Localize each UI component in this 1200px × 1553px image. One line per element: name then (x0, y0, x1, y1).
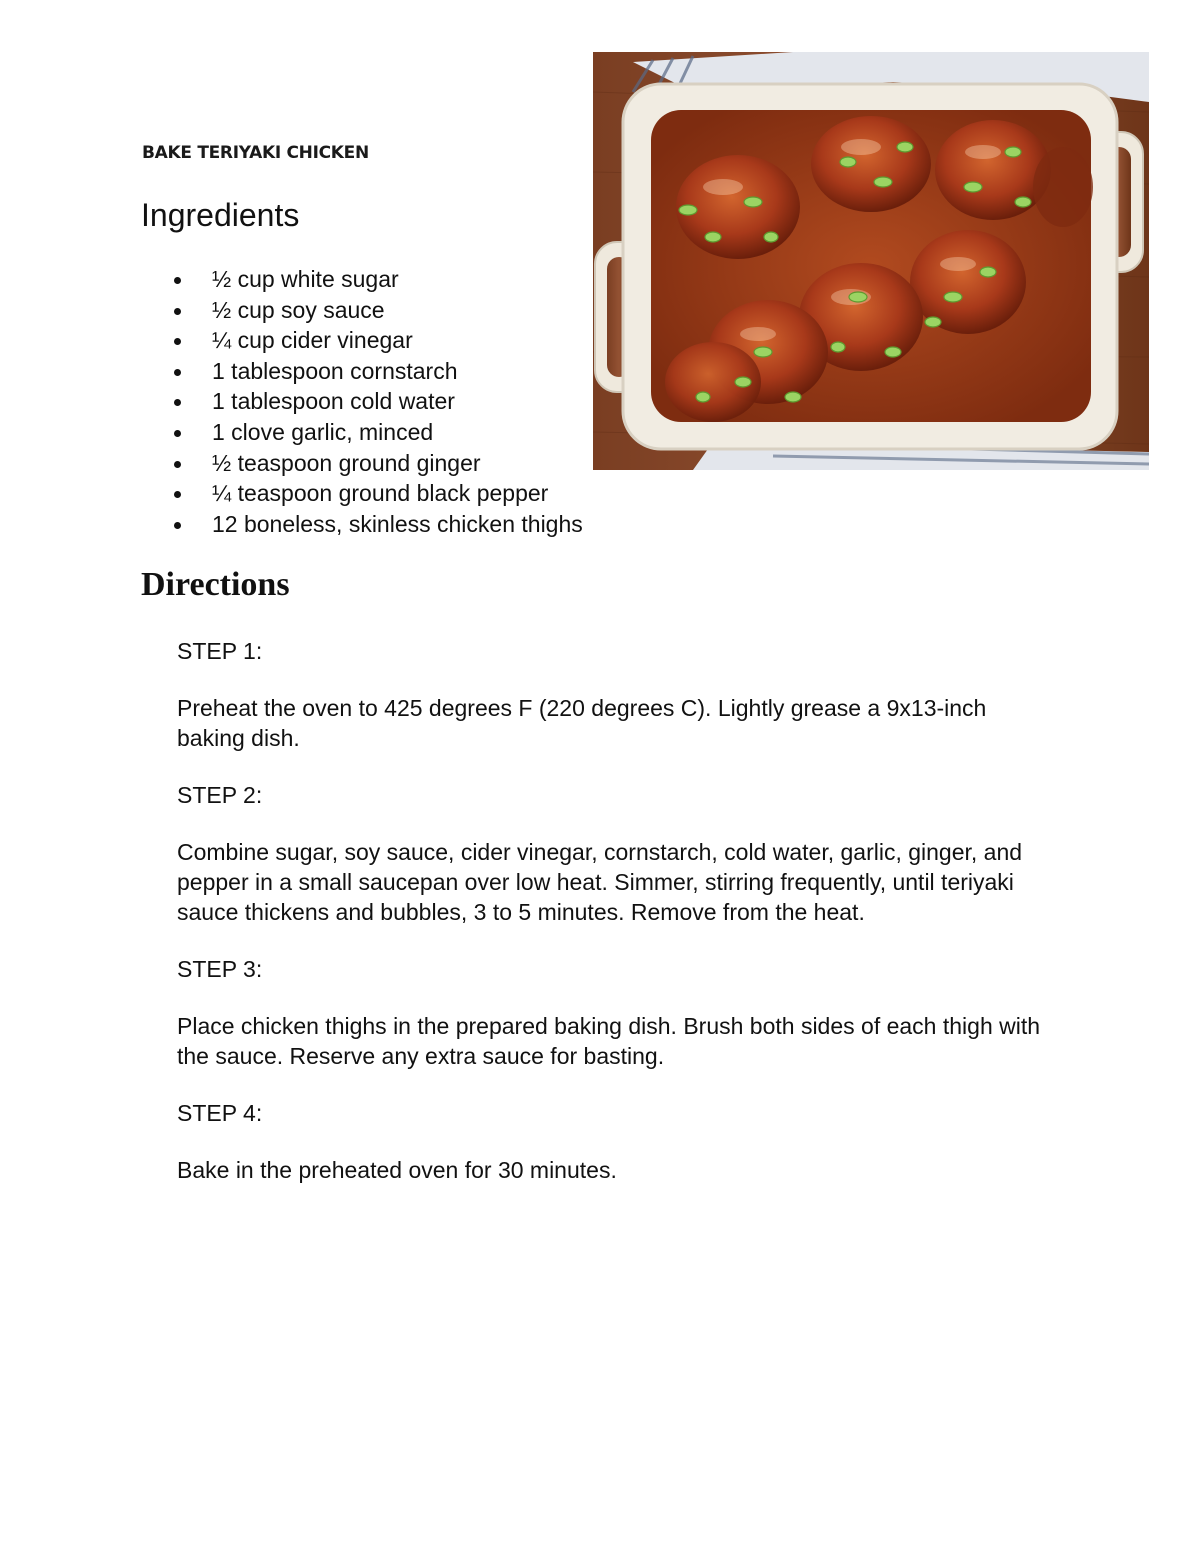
ingredient-text: ½ cup white sugar (212, 266, 399, 292)
ingredient-text: 12 boneless, skinless chicken thighs (212, 510, 583, 537)
bullet-icon (174, 277, 181, 284)
bullet-icon (174, 461, 181, 468)
bullet-icon (174, 522, 181, 529)
step-2-text: Combine sugar, soy sauce, cider vinegar, cornstarch, cold water, garlic, ginger, and pepper in a small saucepan over low heat. Simmer, stirring frequently, until teriyaki sauce thickens and bubbles, 3 to 5 minutes. Remove from the heat. (177, 839, 1023, 925)
bullet-icon (174, 308, 181, 315)
step-2-label: STEP 2: (177, 782, 263, 808)
step-3-text: Place chicken thighs in the prepared baking dish. Brush both sides of each thigh with the sauce. Reserve any extra sauce for basting. (177, 1013, 1041, 1069)
step-4-label: STEP 4: (177, 1100, 263, 1126)
ingredient-text: ¼ cup cider vinegar (212, 327, 413, 354)
recipe-title: BAKE TERIYAKI CHICKEN (142, 143, 369, 163)
step-4-text: Bake in the preheated oven for 30 minutes. (177, 1157, 617, 1183)
bullet-icon (174, 338, 181, 345)
ingredient-text: ½ teaspoon ground ginger (212, 449, 481, 476)
teriyaki-chicken-photo (593, 52, 1149, 470)
step-1-text: Preheat the oven to 425 degrees F (220 degrees C). Lightly grease a 9x13-inch baking dish. (177, 695, 987, 751)
list-item (142, 509, 702, 540)
ingredient-text: 1 tablespoon cornstarch (212, 357, 458, 384)
step-3-label: STEP 3: (177, 956, 263, 982)
ingredient-text: ½ cup soy sauce (212, 296, 385, 323)
ingredient-text: 1 clove garlic, minced (212, 418, 434, 445)
bullet-icon (174, 369, 181, 376)
chicken-dish-illustration (593, 52, 1149, 470)
ingredient-text: 1 tablespoon cold water (212, 388, 455, 415)
bullet-icon (174, 430, 181, 437)
directions-steps (177, 636, 1077, 1212)
ingredient-text: ¼ teaspoon ground black pepper (212, 480, 549, 507)
directions-heading: Directions (141, 566, 290, 603)
bullet-icon (174, 399, 181, 406)
ingredients-heading: Ingredients (141, 197, 300, 233)
list-item (142, 478, 702, 509)
bullet-icon (174, 491, 181, 498)
step-1-label: STEP 1: (177, 638, 263, 664)
